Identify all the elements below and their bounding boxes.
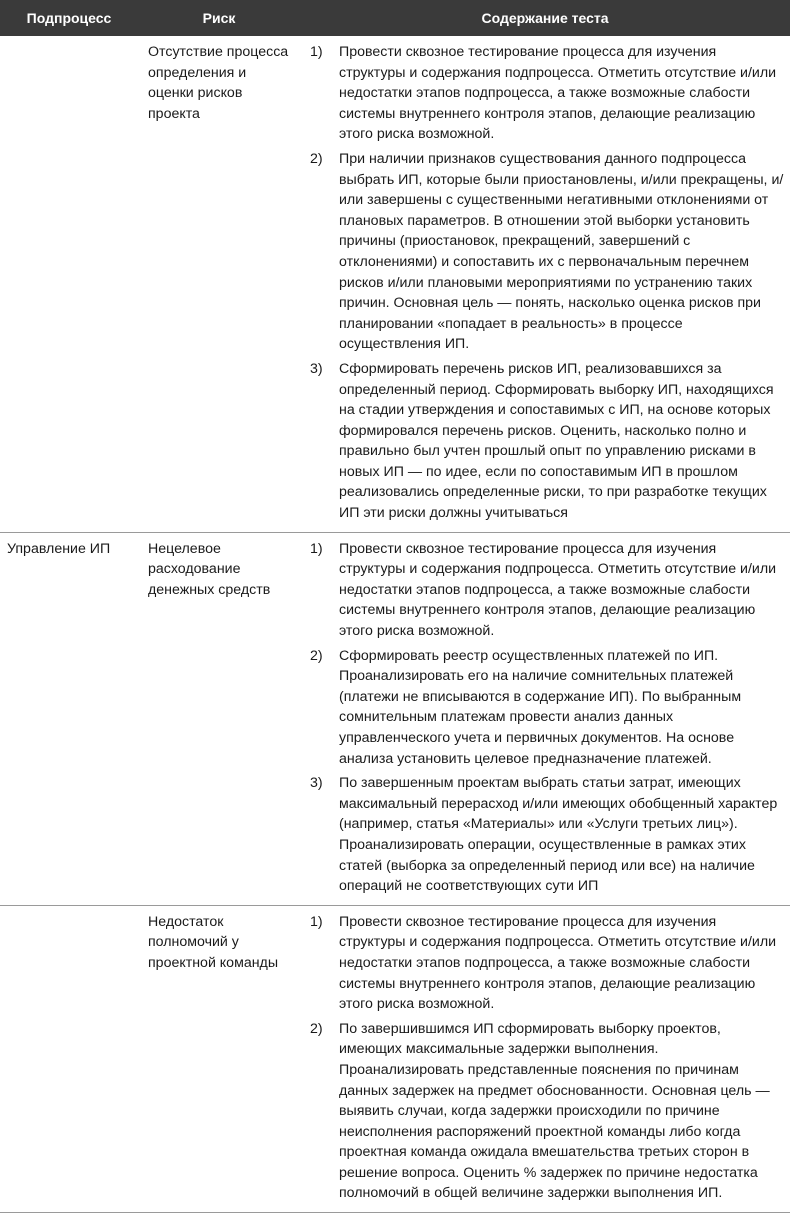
test-item-text: Провести сквозное тестирование процесса для изучения структуры и содержания подпроцесса. Отметить отсутствие и/или недостатки этапов подпроцесса, а также возможные слабости системы внутреннего контроля этапов, делающие реализацию этого риска возможной. <box>339 913 777 1013</box>
risk-cell: Отсутствие процесса определения и оценки рисков проекта <box>148 44 289 122</box>
subprocess-cell <box>0 906 138 1212</box>
table-row <box>0 36 790 533</box>
test-item-number: 3) <box>310 775 323 792</box>
test-item <box>310 149 786 355</box>
header-test-content: Содержание теста <box>481 10 609 26</box>
test-item-number: 2) <box>310 1020 323 1037</box>
table-header <box>0 0 790 36</box>
test-content-cell <box>300 36 790 532</box>
risk-cell: Нецелевое расходование денежных средств <box>148 540 271 598</box>
test-item-text: Сформировать реестр осуществленных платежей по ИП. Проанализировать его на наличие сомнительных платежей (платежи не вписываются в содержание ИП). По выбранным сомнительным платежам провести анализ данных управленческого учета и первичных документов. На основе анализа установить целевое предназначение платежей. <box>339 647 742 767</box>
test-item-number: 1) <box>310 44 323 60</box>
test-item-number: 2) <box>310 150 323 167</box>
test-item <box>310 646 786 770</box>
test-item <box>310 773 786 897</box>
test-item-text: По завершившимся ИП сформировать выборку проектов, имеющих максимальные задержки выполнения. Проанализировать представленные пояснения по причинам данных задержек на предмет обоснованности. Основная цель — выявить случаи, когда задержки происходили по причине неисполнения распоряжений проектной команды либо когда проектная команда ожидала вмешательства третьих сторон в решение вопроса. Оценить % задержек по причине недостатка полномочий в общей величине задержки выполнения ИП. <box>339 1020 770 1202</box>
test-item-number: 2) <box>310 647 323 664</box>
table-row <box>0 533 790 906</box>
test-item <box>310 1019 786 1204</box>
header-subprocess: Подпроцесс <box>26 10 112 26</box>
test-item-number: 1) <box>310 913 323 930</box>
subprocess-cell: Управление ИП <box>7 540 111 557</box>
test-item <box>310 912 786 1015</box>
test-item <box>310 42 786 145</box>
test-item-number: 1) <box>310 540 323 557</box>
table-row <box>0 906 790 1213</box>
test-item-text: Провести сквозное тестирование процесса для изучения структуры и содержания подпроцесса. Отметить отсутствие и/или недостатки этапов подпроцесса, а также возможные слабости системы внутреннего контроля этапов, делающие реализацию этого риска возможной. <box>339 540 777 640</box>
test-item-text: По завершенным проектам выбрать статьи затрат, имеющих максимальный перерасход и/или имеющих обобщенный характер (например, статья «Материалы» или «Услуги третьих лиц»). Проанализировать операции, осуществленные в рамках этих статей (выборка за определенный период или все) на наличие операций не соответствующих сути ИП <box>339 775 778 895</box>
test-content-cell <box>300 906 790 1212</box>
subprocess-cell <box>0 36 138 532</box>
test-item-text: При наличии признаков существования данного подпроцесса выбрать ИП, которые были приостановлены, и/или прекращены, и/или завершены с существенными негативными отклонениями от плановых параметров. В отношении этой выборки установить причины (приостановок, прекращений, завершений с отклонениями) и сопоставить их с первоначальным перечнем рисков и/или плановыми мероприятиями по устранению таких причин. Основная цель — понять, насколько оценка рисков при планировании «попадает в реальность» в процессе осуществления ИП. <box>339 150 784 353</box>
test-item <box>310 359 786 524</box>
test-item-number: 3) <box>310 360 323 377</box>
header-risk: Риск <box>202 10 236 26</box>
test-item-text: Сформировать перечень рисков ИП, реализовавшихся за определенный период. Сформировать выборку ИП, находящихся на стадии утверждения и сопоставимых с ИП, на основе которых формировался перечень рисков. Оценить, насколько полно и правильно был учтен прошлый опыт по управлению рисками в новых ИП — по идее, если по сопоставимым ИП в прошлом реализовались определенные риски, то при разработке текущих ИП эти риски должны учитываться <box>339 360 774 522</box>
risk-cell: Недостаток полномочий у проектной команды <box>148 913 279 971</box>
test-content-cell <box>300 533 790 905</box>
test-item-text: Провести сквозное тестирование процесса для изучения структуры и содержания подпроцесса. Отметить отсутствие и/или недостатки этапов подпроцесса, а также возможные слабости системы внутреннего контроля этапов, делающие реализацию этого риска возможной. <box>339 44 777 143</box>
test-item <box>310 539 786 642</box>
